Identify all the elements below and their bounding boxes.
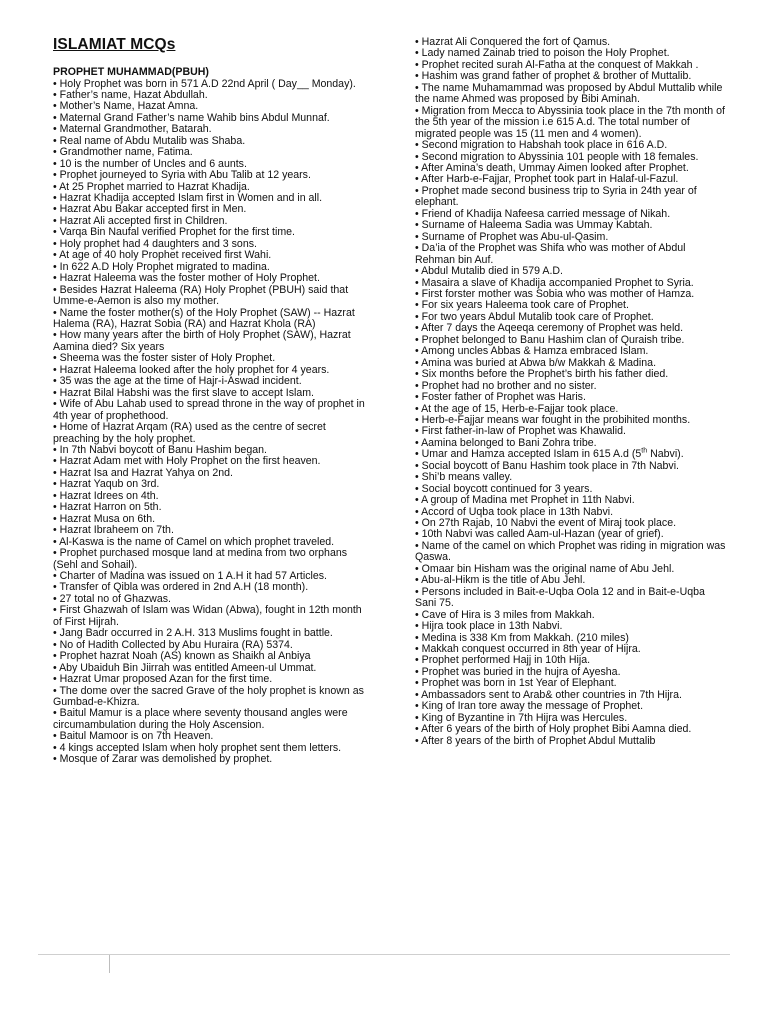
list-item: • Surname of Prophet was Abu-ul-Qasim. — [415, 230, 609, 243]
list-item: • After Harb-e-Fajjar, Prophet took part in Halaf-ul-Fazul. — [415, 173, 679, 186]
list-item: • Home of Hazrat Arqam (RA) used as the centre of secret preaching by the holy prophet. — [53, 421, 326, 445]
list-item: • In 622 A.D Holy Prophet migrated to madina. — [53, 260, 270, 273]
left-column — [53, 67, 365, 766]
list-item: • Mosque of Zarar was demolished by prophet. — [53, 753, 273, 766]
list-item: • Hazrat Haleema looked after the holy prophet for 4 years. — [53, 363, 330, 376]
list-item: • Hazrat Idrees on 4th. — [53, 489, 159, 502]
list-item: • No of Hadith Collected by Abu Huraira (RA) 5374. — [53, 638, 293, 651]
list-item: • Herb-e-Fajjar means war fought in the probihited months. — [415, 413, 691, 426]
list-item: • Surname of Haleema Sadia was Ummay Kabtah. — [415, 219, 653, 232]
list-item: • Prophet performed Hajj in 10th Hija. — [415, 654, 591, 667]
list-item: • Second migration to Habshah took place in 616 A.D. — [415, 139, 668, 152]
list-item: • For two years Abdul Mutalib took care of Prophet. — [415, 310, 654, 323]
list-item: • After 8 years of the birth of Prophet Abdul Muttalib — [415, 734, 656, 747]
list-item: • Hazrat Abu Bakar accepted first in Men. — [53, 203, 247, 216]
list-item: • Prophet belonged to Banu Hashim clan of Quraish tribe. — [415, 333, 685, 346]
list-item: • First Ghazwah of Islam was Widan (Abwa), fought in 12th month of First Hijrah. — [53, 604, 362, 628]
list-item: • 4 kings accepted Islam when holy prophet sent them letters. — [53, 741, 342, 754]
list-item: • At age of 40 holy Prophet received first Wahi. — [53, 249, 272, 262]
left-mcq-list — [53, 79, 365, 766]
list-item: • Hazrat Bilal Habshi was the first slave to accept Islam. — [53, 386, 315, 399]
list-item: • Hazrat Khadija accepted Islam first in Women and in all. — [53, 192, 323, 205]
list-item: • 10th Nabvi was called Aam-ul-Hazan (year of grief). — [415, 528, 664, 541]
list-item: • Cave of Hira is 3 miles from Makkah. — [415, 608, 595, 621]
list-item: • Hazrat Isa and Hazrat Yahya on 2nd. — [53, 466, 233, 479]
list-item: • Umar and Hamza accepted Islam in 615 A.d (5th Nabvi). — [415, 447, 684, 461]
list-item: • Hazrat Umar proposed Azan for the first time. — [53, 673, 273, 686]
list-item: • Hazrat Ali Conquered the fort of Qamus. — [415, 36, 611, 48]
list-item: • First forster mother was Sobia who was mother of Hamza. — [415, 287, 695, 300]
list-item: • Lady named Zainab tried to poison the Holy Prophet. — [415, 47, 670, 60]
list-item: • In 7th Nabvi boycott of Banu Hashim began. — [53, 444, 267, 456]
list-item: • Hashim was grand father of prophet & brother of Muttalib. — [415, 70, 692, 83]
list-item: • Wife of Abu Lahab used to spread throne in the way of prophet in 4th year of prophethood. — [53, 398, 365, 422]
list-item: • Real name of Abdu Mutalib was Shaba. — [53, 134, 246, 147]
list-item: • On 27th Rajab, 10 Nabvi the event of Miraj took place. — [415, 517, 677, 530]
list-item: • Varqa Bin Naufal verified Prophet for the first time. — [53, 226, 295, 239]
list-item: • Name the foster mother(s) of the Holy Prophet (SAW) -- Hazrat Halema (RA), Hazrat Sobia (RA) and Hazrat Khola (RA) — [53, 306, 355, 331]
list-item: • Holy Prophet was born in 571 A.D 22nd April ( Day__ Monday). — [53, 77, 356, 90]
list-item: • Holy prophet had 4 daughters and 3 sons. — [53, 237, 257, 250]
list-item: • Prophet had no brother and no sister. — [415, 379, 597, 392]
list-item: • 27 total no of Ghazwas. — [53, 592, 171, 605]
list-item: • Besides Hazrat Haleema (RA) Holy Prophet (PBUH) said that Umme-e-Aemon is also my mother. — [53, 283, 349, 308]
list-item: • Hazrat Haleema was the foster mother of Holy Prophet. — [53, 272, 320, 285]
list-item: • Da’ia of the Prophet was Shifa who was mother of Abdul Rehman bin Auf. — [415, 242, 686, 266]
list-item: • Hazrat Yaqub on 3rd. — [53, 478, 160, 491]
list-item: • At the age of 15, Herb-e-Fajjar took place. — [415, 402, 619, 415]
list-item: • Hazrat Ali accepted first in Children. — [53, 214, 228, 227]
list-item: • At 25 Prophet married to Hazrat Khadija. — [53, 180, 250, 193]
list-item: • After Amina’s death, Ummay Aimen looked after Prophet. — [415, 161, 689, 174]
list-item: • Accord of Uqba took place in 13th Nabvi. — [415, 505, 614, 518]
list-item: • Hazrat Harron on 5th. — [53, 501, 162, 514]
list-item: • Maternal Grandmother, Batarah. — [53, 123, 212, 136]
list-item: • Shi’b means valley. — [415, 471, 513, 484]
list-item: • Prophet purchased mosque land at medina from two orphans (Sehl and Sohail). — [53, 547, 348, 571]
list-item: • Prophet made second business trip to Syria in 24th year of elephant. — [415, 184, 697, 209]
list-item: • Hijra took place in 13th Nabvi. — [415, 620, 563, 633]
list-item: • Aby Ubaiduh Bin Jiirrah was entitled Ameen-ul Ummat. — [53, 661, 317, 674]
list-item: • After 7 days the Aqeeqa ceremony of Prophet was held. — [415, 322, 684, 335]
list-item: • King of Iran tore away the message of Prophet. — [415, 700, 644, 713]
list-item: • Prophet was born in 1st Year of Elephant. — [415, 677, 617, 690]
list-item: • Social boycott of Banu Hashim took place in 7th Nabvi. — [415, 459, 679, 472]
list-item: • Amina was buried at Abwa b/w Makkah & Madina. — [415, 356, 657, 369]
list-item: • Transfer of Qibla was ordered in 2nd A.H (18 month). — [53, 581, 309, 594]
list-item: • Name of the camel on which Prophet was riding in migration was Qaswa. — [415, 539, 726, 564]
list-item: • Al-Kaswa is the name of Camel on which prophet traveled. — [53, 535, 335, 548]
list-item: • Medina is 338 Km from Makkah. (210 miles) — [415, 631, 629, 644]
list-item: • Hazrat Musa on 6th. — [53, 512, 156, 525]
list-item: • Charter of Madina was issued on 1 A.H it had 57 Articles. — [53, 569, 327, 582]
list-item: • Foster father of Prophet was Haris. — [415, 391, 586, 404]
list-item: • 35 was the age at the time of Hajr-i-Aswad incident. — [53, 375, 302, 388]
list-item: • Hazrat Ibraheem on 7th. — [53, 524, 174, 537]
list-item: • Six months before the Prophet’s birth his father died. — [415, 368, 669, 381]
list-item: • The dome over the sacred Grave of the holy prophet is known as Gumbad-e-Khizra. — [53, 684, 364, 708]
section-heading: PROPHET MUHAMMAD(PBUH) — [53, 66, 209, 78]
list-item: • Prophet recited surah Al-Fatha at the conquest of Makkah . — [415, 58, 699, 71]
list-item: • Abu-al-Hikm is the title of Abu Jehl. — [415, 574, 586, 587]
list-item: • Aamina belonged to Bani Zohra tribe. — [415, 436, 597, 449]
list-item: • First father-in-law of Prophet was Khawalid. — [415, 425, 626, 438]
right-mcq-list-continued — [415, 461, 727, 747]
list-item: • Father’s name, Hazat Abdullah. — [53, 88, 208, 101]
footer-divider — [38, 954, 730, 955]
list-item: • Mother’s Name, Hazat Amna. — [53, 100, 199, 113]
list-item: • Grandmother name, Fatima. — [53, 146, 193, 159]
list-item: • Masaira a slave of Khadija accompanied Prophet to Syria. — [415, 276, 694, 289]
right-column — [415, 37, 727, 747]
list-item: • Prophet journeyed to Syria with Abu Talib at 12 years. — [53, 169, 311, 182]
list-item: • Omaar bin Hisham was the original name of Abu Jehl. — [415, 562, 675, 575]
list-item: • Abdul Mutalib died in 579 A.D. — [415, 265, 563, 278]
list-item: • How many years after the birth of Holy Prophet (SAW), Hazrat Aamina died? Six years — [53, 329, 351, 353]
list-item: • Migration from Mecca to Abyssinia took place in the 7th month of the 5th year of the mission i.e 615 A.d. The total number of migrated people was 15 (11 men and 4 women). — [415, 104, 725, 140]
list-item: • Friend of Khadija Nafeesa carried message of Nikah. — [415, 207, 671, 220]
list-item: • Among uncles Abbas & Hamza embraced Islam. — [415, 345, 649, 358]
list-item: • Prophet was buried in the hujra of Ayesha. — [415, 665, 621, 678]
document-title: ISLAMIAT MCQs — [53, 36, 176, 53]
list-item: • Jang Badr occurred in 2 A.H. 313 Muslims fought in battle. — [53, 627, 333, 640]
list-item: • Social boycott continued for 3 years. — [415, 482, 593, 495]
list-item: • After 6 years of the birth of Holy prophet Bibi Aamna died. — [415, 723, 692, 736]
list-item: • Persons included in Bait-e-Uqba Oola 12 and in Bait-e-Uqba Sani 75. — [415, 585, 705, 610]
list-item: • King of Byzantine in 7th Hijra was Hercules. — [415, 711, 628, 724]
footer-tick — [109, 955, 110, 973]
list-item: • Hazrat Adam met with Holy Prophet on the first heaven. — [53, 455, 321, 468]
list-item: • For six years Haleema took care of Prophet. — [415, 299, 629, 312]
list-item: • Makkah conquest occurred in 8th year of Hijra. — [415, 643, 641, 656]
list-item: • The name Muhamammad was proposed by Abdul Muttalib while the name Ahmed was proposed by Bibi Aminah. — [415, 81, 723, 106]
list-item: • Ambassadors sent to Arab& other countries in 7th Hijra. — [415, 688, 682, 701]
right-mcq-list — [415, 37, 727, 449]
list-item: • Baitul Mamur is a place where seventy thousand angles were circumambulation during the Holy Ascension. — [53, 707, 348, 731]
list-item: • Second migration to Abyssinia 101 people with 18 females. — [415, 150, 699, 163]
list-item: • A group of Madina met Prophet in 11th Nabvi. — [415, 494, 635, 507]
list-item: • 10 is the number of Uncles and 6 aunts. — [53, 157, 247, 170]
list-item: • Sheema was the foster sister of Holy Prophet. — [53, 352, 276, 365]
list-item: • Baitul Mamoor is on 7th Heaven. — [53, 730, 214, 743]
list-item: • Maternal Grand Father’s name Wahib bins Abdul Munnaf. — [53, 111, 330, 124]
list-item: • Prophet hazrat Noah (AS) known as Shaikh al Anbiya — [53, 650, 311, 663]
